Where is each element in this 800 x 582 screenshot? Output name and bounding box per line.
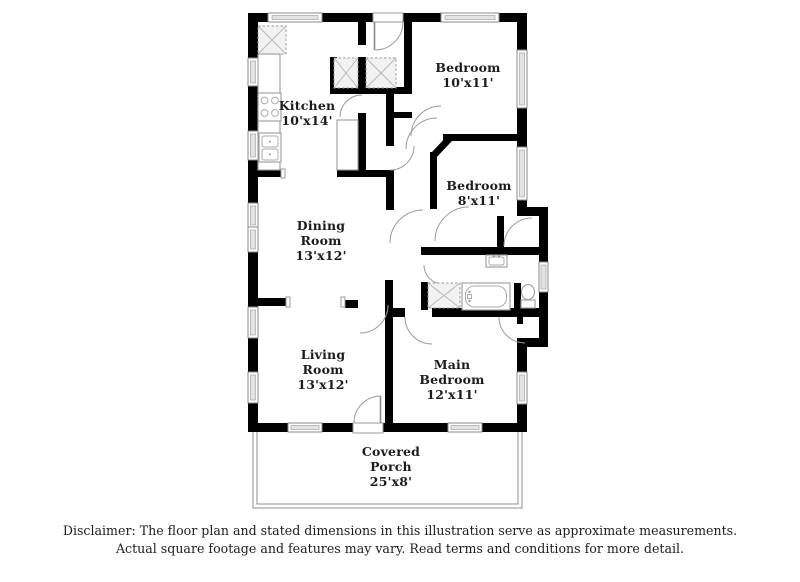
window — [268, 13, 322, 22]
svg-text:12'x11': 12'x11' — [426, 387, 478, 402]
window — [248, 372, 258, 403]
room-label-porch — [362, 444, 420, 489]
shower-icon — [428, 283, 460, 308]
window — [539, 262, 548, 292]
front-door — [354, 396, 381, 423]
back-door — [375, 22, 404, 50]
svg-text:Dining: Dining — [296, 218, 346, 233]
svg-text:Porch: Porch — [370, 459, 412, 474]
room-label-kitchen — [279, 98, 336, 128]
window — [517, 372, 527, 404]
svg-text:Bedroom: Bedroom — [419, 372, 485, 387]
svg-text:Room: Room — [302, 362, 344, 377]
front-door-threshold — [353, 423, 383, 433]
laundry-closet-icon — [366, 58, 396, 88]
bedroom1-door-arc — [411, 106, 441, 136]
window — [248, 131, 258, 160]
room-label-living — [297, 347, 348, 392]
svg-text:10'x11': 10'x11' — [442, 75, 494, 90]
disclaimer-line1: Disclaimer: The floor plan and stated dimensions in this illustration serve as approximate measurements. — [62, 523, 738, 538]
refrigerator-closet-icon — [337, 120, 358, 170]
back-door-threshold — [373, 13, 403, 22]
bathtub-icon — [462, 283, 510, 310]
window — [517, 50, 527, 108]
window — [441, 13, 499, 22]
window — [248, 307, 258, 338]
room-label-dining — [295, 218, 346, 263]
window — [448, 423, 482, 432]
interior-walls — [248, 22, 548, 423]
room-label-main-bedroom — [419, 357, 484, 402]
window — [248, 58, 258, 86]
svg-text:13'x12': 13'x12' — [295, 248, 347, 263]
svg-text:Covered: Covered — [361, 444, 421, 459]
svg-text:Living: Living — [300, 347, 346, 362]
window — [288, 423, 322, 432]
living-door-arc — [360, 305, 388, 333]
window — [248, 203, 258, 228]
svg-text:10'x14': 10'x14' — [281, 113, 333, 128]
vanity-sink-icon — [486, 255, 507, 267]
svg-text:25'x8': 25'x8' — [369, 474, 413, 489]
kitchen-sink-icon — [259, 133, 281, 162]
room-label-bedroom1 — [435, 60, 500, 90]
toilet-icon — [521, 285, 535, 309]
hall-junction-door-arc — [390, 210, 423, 243]
svg-text:8'x11': 8'x11' — [457, 193, 501, 208]
bathroom-door-arc — [424, 265, 443, 284]
window — [517, 147, 527, 200]
disclaimer-line2: Actual square footage and features may vary. Read terms and conditions for more detail. — [115, 541, 685, 556]
stove-icon — [258, 93, 281, 121]
hall-closet-door-arc — [504, 218, 532, 246]
disclaimer — [0, 522, 800, 558]
svg-text:Room: Room — [300, 233, 342, 248]
room-label-bedroom2 — [446, 178, 511, 208]
bedroom2-door-arc — [435, 207, 469, 241]
dining-door-arc — [390, 146, 414, 170]
window — [248, 227, 258, 252]
svg-text:13'x12': 13'x12' — [297, 377, 349, 392]
pantry-icon — [258, 26, 286, 54]
svg-text:Bedroom: Bedroom — [446, 178, 512, 193]
main-bedroom-door-arc — [405, 317, 432, 344]
svg-text:Kitchen: Kitchen — [278, 98, 336, 113]
svg-text:Main: Main — [433, 357, 471, 372]
laundry-closet-icon — [334, 58, 358, 88]
svg-text:Bedroom: Bedroom — [435, 60, 501, 75]
